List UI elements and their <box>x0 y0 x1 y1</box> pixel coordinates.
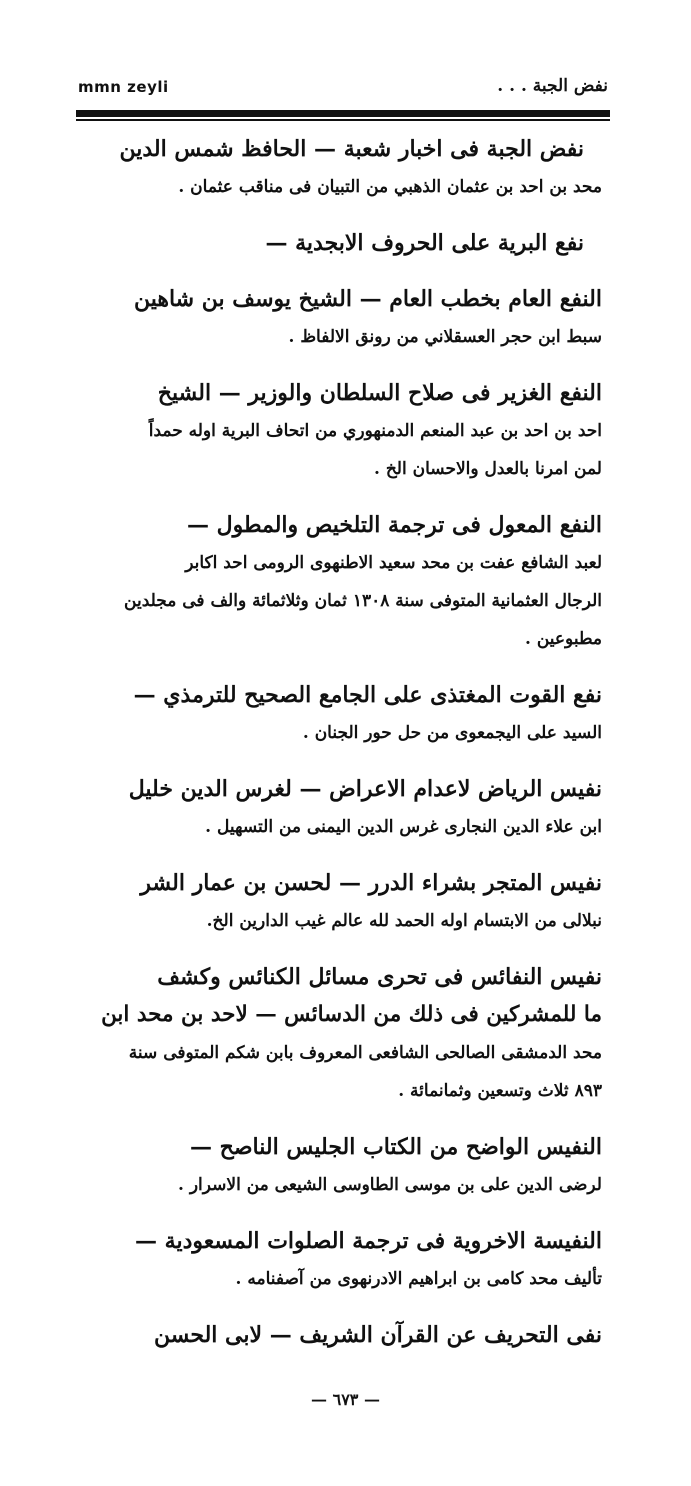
entry-1 <box>100 130 602 206</box>
entry-6-line-2: السيد على اليجمعوى من حل حور الجنان . <box>302 723 602 743</box>
entry-8-line-1: نفيس المتجر بشراء الدرر — لحسن بن عمار الشر <box>140 870 602 896</box>
entry-2 <box>100 224 602 262</box>
entry-9 <box>100 958 602 1110</box>
entry-4-line-3: لمن امرنا بالعدل والاحسان الخ . <box>374 459 602 479</box>
entry-10 <box>100 1128 602 1204</box>
entry-9-line-2: ما للمشركين فى ذلك من الدسائس — لاحد بن محد ابن <box>101 1002 602 1027</box>
entry-1-line-2: محد بن احد بن عثمان الذهبي من التبيان فى مناقب عثمان . <box>178 177 602 197</box>
entry-8-line-2: نبلالى من الابتسام اوله الحمد لله عالم غيب الدارين الخ. <box>206 911 602 931</box>
entry-11-line-2: تأليف محد كامى بن ابراهيم الادرنهوى من آصفنامه . <box>235 1269 602 1289</box>
header-rule-thin <box>76 119 610 121</box>
page-number: — ٦٧٣ — <box>311 1390 380 1409</box>
entry-10-line-1: النفيس الواضح من الكتاب الجليس الناصح — <box>190 1134 602 1160</box>
entry-5 <box>100 506 602 658</box>
entry-5-line-2: لعبد الشافع عفت بن محد سعيد الاطنهوى الرومى احد اكابر <box>185 553 602 573</box>
entry-3-line-1: النفع العام بخطب العام — الشيخ يوسف بن شاهين <box>133 286 602 312</box>
entry-2-line-1: نفع البرية على الحروف الابجدية — <box>265 230 584 256</box>
entry-6-line-1: نفع القوت المغتذى على الجامع الصحيح للترمذي — <box>133 682 602 708</box>
entry-9-line-1: نفيس النفائس فى تحرى مسائل الكنائس وكشف <box>157 964 602 990</box>
entry-12-line-1: نفى التحريف عن القرآن الشريف — لابى الحسن <box>154 1322 602 1348</box>
entry-8 <box>100 864 602 940</box>
entry-7-line-2: ابن علاء الدين النجارى غرس الدين اليمنى من التسهيل . <box>205 817 602 837</box>
entries-list <box>100 130 602 1372</box>
entry-5-line-1: النفع المعول فى ترجمة التلخيص والمطول — <box>186 512 602 538</box>
header-left-label: mmn zeyli <box>78 78 169 96</box>
entry-7 <box>100 770 602 846</box>
entry-10-line-2: لرضى الدين على بن موسى الطاوسى الشيعى من الاسرار . <box>177 1175 602 1195</box>
header-rule-thick <box>76 110 610 117</box>
entry-6 <box>100 676 602 752</box>
entry-12 <box>100 1316 602 1354</box>
entry-3-line-2: سبط ابن حجر العسقلاني من رونق الالفاظ . <box>288 327 602 347</box>
entry-4-line-1: النفع الغزير فى صلاح السلطان والوزير — الشيخ <box>157 380 602 406</box>
entry-1-line-1: نفض الجبة فى اخبار شعبة — الحافظ شمس الدين <box>119 136 584 162</box>
running-header <box>78 78 608 100</box>
entry-7-line-1: نفيس الرياض لاعدام الاعراض — لغرس الدين خليل <box>128 776 602 802</box>
entry-5-line-3: الرجال العثمانية المتوفى سنة ١٣٠٨ ثمان وثلاثمائة والف فى مجلدين <box>124 591 602 611</box>
entry-11 <box>100 1222 602 1298</box>
entry-4 <box>100 374 602 488</box>
header-right-label: نفض الجبة . . . <box>497 76 608 96</box>
entry-9-line-4: ٨٩٣ ثلاث وتسعين وثمانمائة . <box>398 1081 602 1101</box>
entry-3 <box>100 280 602 356</box>
entry-11-line-1: النفيسة الاخروية فى ترجمة الصلوات المسعودية — <box>135 1228 602 1254</box>
entry-4-line-2: احد بن احد بن عبد المنعم الدمنهوري من اتحاف البرية اوله حمداً <box>148 421 602 441</box>
entry-9-line-3: محد الدمشقى الصالحى الشافعى المعروف بابن شكم المتوفى سنة <box>128 1043 602 1063</box>
entry-5-line-4: مطبوعين . <box>524 629 602 649</box>
